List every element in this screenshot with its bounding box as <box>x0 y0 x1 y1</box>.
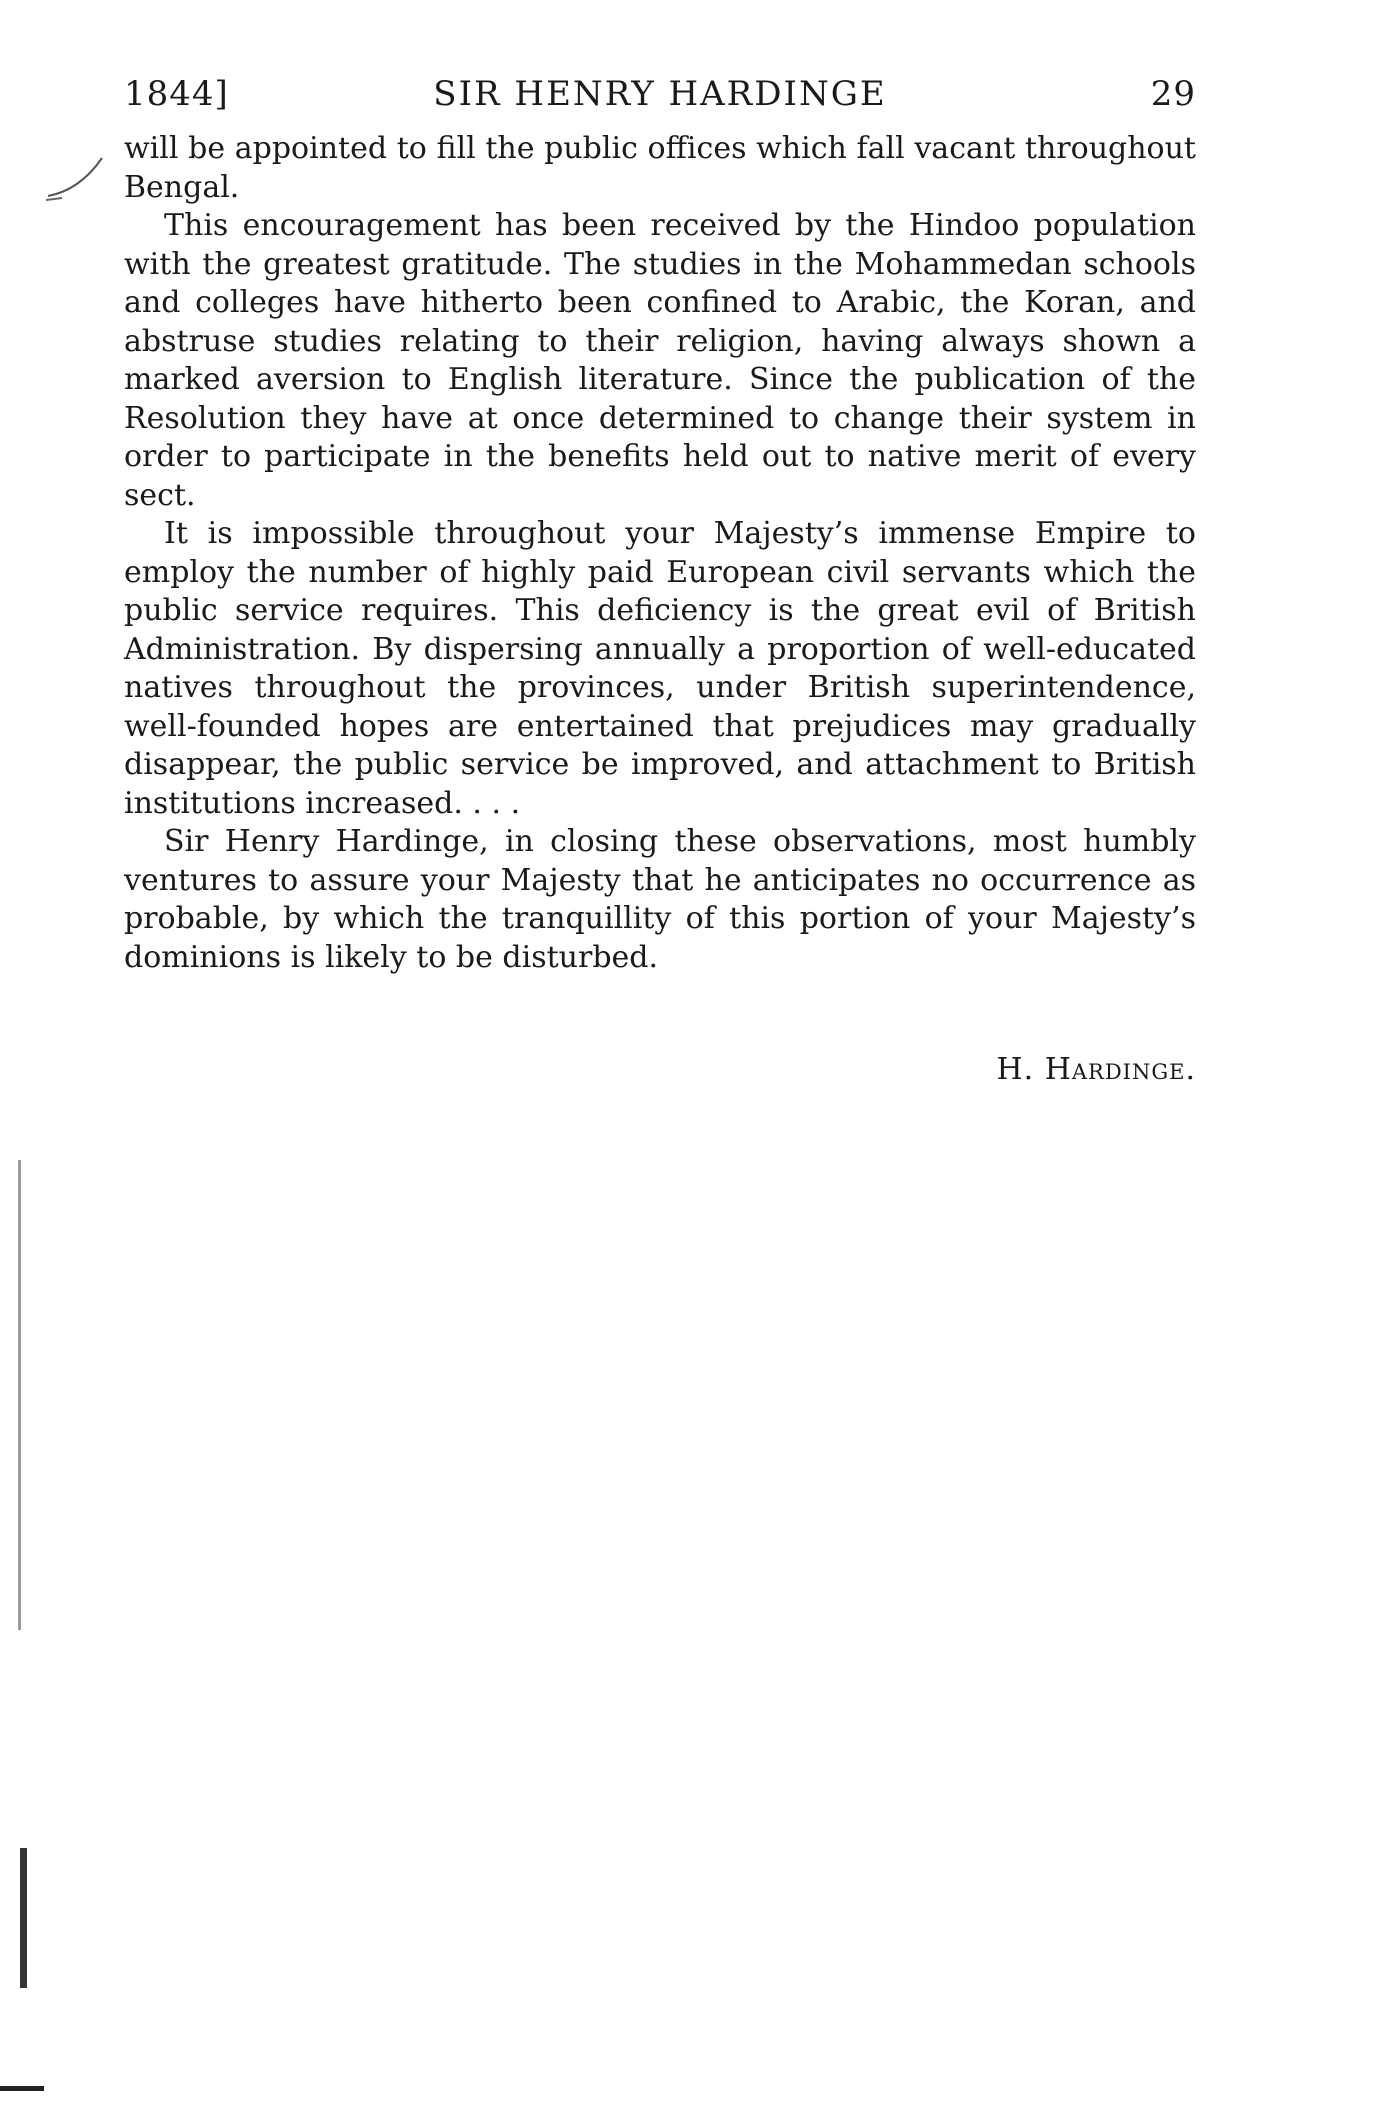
bottom-left-dash <box>0 2086 44 2091</box>
paragraph-encouragement: This encouragement has been received by the Hindoo population with the greatest gratitude. The studies in the Mohammedan schools and colleges have hitherto been confined to Arabic, the Koran, and abstruse studies relating to their religion, having always shown a marked aversion to English literature. Since the publication of the Resolution they have at once determined to change their system in order to participate in the benefits held out to native merit of every sect. <box>124 208 1196 513</box>
left-margin-bar <box>20 1848 27 1988</box>
left-margin-rule <box>18 1160 21 1630</box>
paragraph-closing: Sir Henry Hardinge, in closing these observations, most humbly ventures to assure your Majesty that he anticipates no occurrence as probable, by which the tranquillity of this portion of your Majesty’s dominions is likely to be disturbed. <box>124 824 1196 975</box>
running-head <box>124 74 1196 122</box>
header-title: SIR HENRY HARDINGE <box>433 74 887 114</box>
paragraph-administration: It is impossible throughout your Majesty’s immense Empire to employ the number of highly paid European civil servants which the public service requires. This deficiency is the great evil of British Administration. By dispersing annually a proportion of well-educated natives throughout the provinces, under British superintendence, well-founded hopes are entertained that prejudices may gradually disappear, the public service be improved, and attachment to British institutions increased. . . . <box>124 516 1196 821</box>
header-year: 1844] <box>124 74 229 114</box>
paragraph-continuation: will be appointed to fill the public offices which fall vacant throughout Bengal. <box>124 131 1196 205</box>
body-text <box>124 130 1196 977</box>
page-number: 29 <box>1150 74 1196 114</box>
margin-pencil-mark <box>40 140 110 210</box>
signature-name: H. Hardinge. <box>996 1052 1196 1087</box>
signature <box>124 1052 1196 1087</box>
